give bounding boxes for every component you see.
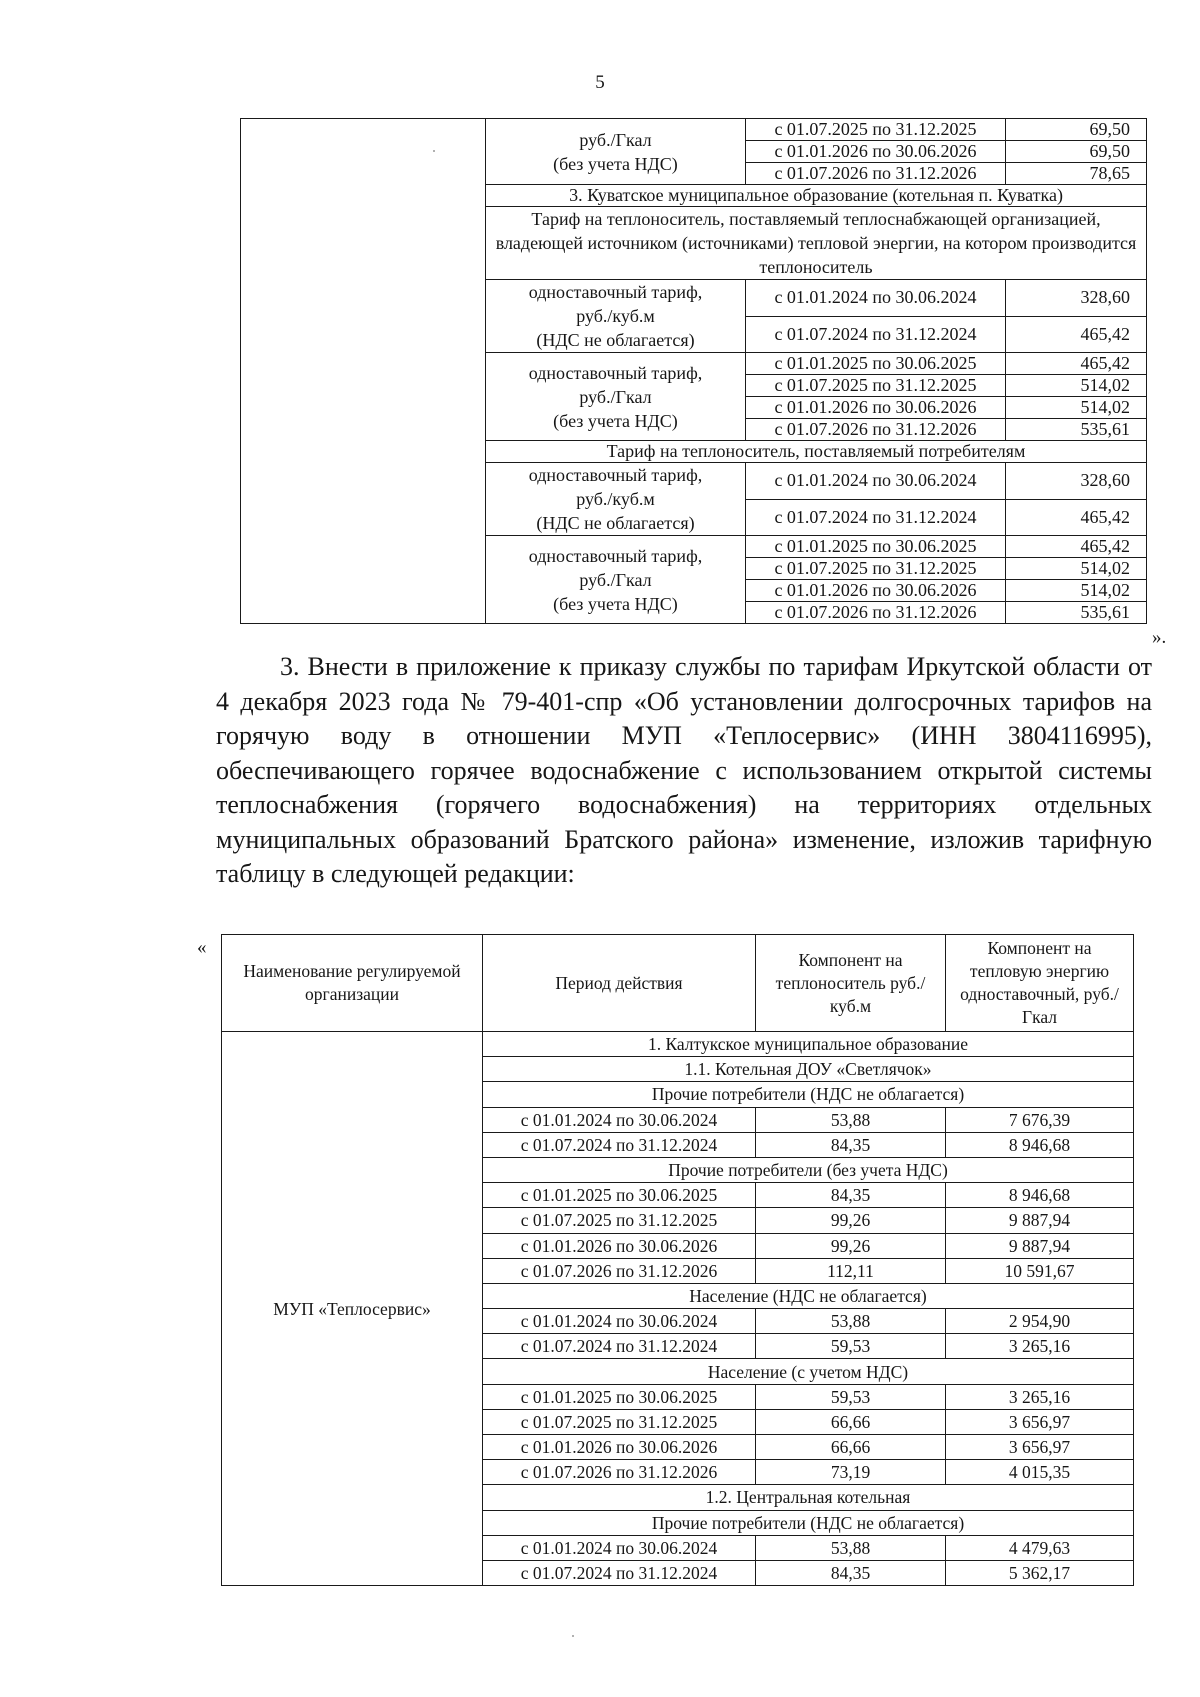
tariff-unit-cell	[486, 353, 746, 441]
carrier-component-cell: 53,88	[756, 1535, 946, 1560]
tariff-value-cell: 514,02	[1006, 397, 1147, 419]
section-heading: Население (с учетом НДС)	[483, 1359, 1134, 1384]
tariff-value-cell: 514,02	[1006, 580, 1147, 602]
period-cell: с 01.01.2024 по 30.06.2024	[483, 1107, 756, 1132]
section-heading: Прочие потребители (НДС не облагается)	[483, 1510, 1134, 1535]
unit-line: (без учета НДС)	[553, 153, 678, 174]
opening-quote: «	[197, 937, 207, 958]
tariff-value-cell: 328,60	[1006, 280, 1147, 317]
unit-line: руб./Гкал	[579, 569, 652, 590]
carrier-component-cell: 112,11	[756, 1258, 946, 1283]
tariff-value-cell: 465,42	[1006, 316, 1147, 353]
period-cell: с 01.07.2024 по 31.12.2024	[483, 1132, 756, 1157]
tariff-unit-cell	[486, 536, 746, 624]
tariff-unit-cell	[486, 280, 746, 353]
period-cell: с 01.01.2024 по 30.06.2024	[483, 1535, 756, 1560]
period-cell: с 01.07.2024 по 31.12.2024	[483, 1560, 756, 1585]
energy-component-cell: 3 265,16	[946, 1334, 1134, 1359]
section-heading: Прочие потребители (НДС не облагается)	[483, 1082, 1134, 1107]
unit-line: одноставочный тариф,	[528, 282, 703, 302]
tariff-value-cell: 535,61	[1006, 419, 1147, 441]
unit-line: (без учета НДС)	[553, 410, 678, 431]
period-cell: с 01.01.2025 по 30.06.2025	[746, 536, 1006, 558]
header-period: Период действия	[483, 935, 756, 1032]
carrier-component-cell: 59,53	[756, 1384, 946, 1409]
unit-line: одноставочный тариф,	[528, 465, 703, 485]
unit-line: (НДС не облагается)	[536, 513, 695, 533]
energy-component-cell: 4 479,63	[946, 1535, 1134, 1560]
energy-component-cell: 4 015,35	[946, 1460, 1134, 1485]
header-carrier: Компонент на теплоноситель руб./куб.м	[756, 935, 946, 1032]
section-heading: Тариф на теплоноситель, поставляемый потребителям	[486, 441, 1147, 463]
section-heading: 3. Куватское муниципальное образование (котельная п. Куватка)	[486, 185, 1147, 207]
page-number: 5	[595, 72, 605, 93]
unit-line: (без учета НДС)	[553, 593, 678, 614]
section-heading: Прочие потребители (без учета НДС)	[483, 1157, 1134, 1182]
org-cell-empty	[241, 119, 486, 624]
section-heading: Население (НДС не облагается)	[483, 1283, 1134, 1308]
tariff-value-cell: 78,65	[1006, 163, 1147, 185]
header-energy: Компонент на тепловую энергию одноставочный, руб./Гкал	[946, 935, 1134, 1032]
org-name-cell: МУП «Теплосервис»	[222, 1032, 483, 1586]
carrier-component-cell: 53,88	[756, 1107, 946, 1132]
tariff-table-continuation	[240, 118, 1147, 624]
period-cell: с 01.01.2024 по 30.06.2024	[483, 1309, 756, 1334]
period-cell: с 01.01.2025 по 30.06.2025	[483, 1384, 756, 1409]
unit-line: руб./Гкал	[579, 386, 652, 407]
carrier-component-cell: 99,26	[756, 1208, 946, 1233]
period-cell: с 01.01.2026 по 30.06.2026	[746, 580, 1006, 602]
energy-component-cell: 7 676,39	[946, 1107, 1134, 1132]
amendment-paragraph: 3. Внести в приложение к приказу службы по тарифам Иркутской области от 4 декабря 2023 года № 79-401-спр «Об установлении долгосрочных тарифов на горячую воду в отношении МУП «Теплосервис» (ИНН 3804116995), обеспечивающего горячее водоснабжение с использованием открытой системы теплоснабжения (горячего водоснабжения) на территориях отдельных муниципальных образований Братского района» изменение, изложив тарифную таблицу в следующей редакции:	[216, 652, 1152, 888]
carrier-component-cell: 84,35	[756, 1183, 946, 1208]
period-cell: с 01.01.2024 по 30.06.2024	[746, 463, 1006, 500]
tariff-unit-cell	[486, 119, 746, 185]
tariff-value-cell: 465,42	[1006, 499, 1147, 536]
table-header-row	[222, 935, 1134, 1032]
scan-speck	[433, 150, 435, 152]
period-cell: с 01.07.2026 по 31.12.2026	[483, 1258, 756, 1283]
period-cell: с 01.07.2025 по 31.12.2025	[746, 558, 1006, 580]
period-cell: с 01.07.2024 по 31.12.2024	[483, 1334, 756, 1359]
period-cell: с 01.01.2026 по 30.06.2026	[746, 397, 1006, 419]
unit-line: одноставочный тариф,	[528, 545, 703, 566]
period-cell: с 01.07.2025 по 31.12.2025	[483, 1409, 756, 1434]
table-row	[222, 1032, 1134, 1057]
hot-water-tariff-table	[221, 934, 1134, 1586]
unit-line: одноставочный тариф,	[528, 362, 703, 383]
period-cell: с 01.07.2025 по 31.12.2025	[746, 119, 1006, 141]
carrier-component-cell: 84,35	[756, 1560, 946, 1585]
tariff-value-cell: 514,02	[1006, 375, 1147, 397]
section-heading: 1. Калтукское муниципальное образование	[483, 1032, 1134, 1057]
tariff-value-cell: 465,42	[1006, 536, 1147, 558]
energy-component-cell: 3 656,97	[946, 1409, 1134, 1434]
unit-line: (НДС не облагается)	[536, 330, 695, 350]
tariff-unit-cell	[486, 463, 746, 536]
energy-component-cell: 5 362,17	[946, 1560, 1134, 1585]
scan-speck	[572, 1635, 574, 1637]
unit-line: руб./куб.м	[576, 306, 655, 326]
section-heading: 1.2. Центральная котельная	[483, 1485, 1134, 1510]
period-cell: с 01.07.2024 по 31.12.2024	[746, 316, 1006, 353]
carrier-component-cell: 66,66	[756, 1409, 946, 1434]
energy-component-cell: 8 946,68	[946, 1132, 1134, 1157]
period-cell: с 01.07.2024 по 31.12.2024	[746, 499, 1006, 536]
tariff-value-cell: 69,50	[1006, 141, 1147, 163]
table-row	[241, 119, 1147, 141]
energy-component-cell: 3 656,97	[946, 1435, 1134, 1460]
unit-line: руб./куб.м	[576, 489, 655, 509]
period-cell: с 01.01.2026 по 30.06.2026	[483, 1435, 756, 1460]
carrier-component-cell: 53,88	[756, 1309, 946, 1334]
carrier-component-cell: 99,26	[756, 1233, 946, 1258]
carrier-component-cell: 73,19	[756, 1460, 946, 1485]
carrier-component-cell: 59,53	[756, 1334, 946, 1359]
energy-component-cell: 10 591,67	[946, 1258, 1134, 1283]
period-cell: с 01.01.2024 по 30.06.2024	[746, 280, 1006, 317]
header-org: Наименование регулируемой организации	[222, 935, 483, 1032]
section-heading: Тариф на теплоноситель, поставляемый теплоснабжающей организацией, владеющей источником (источниками) тепловой энергии, на котором производится теплоноситель	[486, 207, 1147, 280]
tariff-value-cell: 535,61	[1006, 602, 1147, 624]
period-cell: с 01.01.2026 по 30.06.2026	[746, 141, 1006, 163]
tariff-value-cell: 328,60	[1006, 463, 1147, 500]
tariff-value-cell: 69,50	[1006, 119, 1147, 141]
period-cell: с 01.07.2026 по 31.12.2026	[746, 602, 1006, 624]
tariff-value-cell: 465,42	[1006, 353, 1147, 375]
unit-line: руб./Гкал	[579, 129, 652, 150]
period-cell: с 01.07.2025 по 31.12.2025	[483, 1208, 756, 1233]
tariff-value-cell: 514,02	[1006, 558, 1147, 580]
energy-component-cell: 3 265,16	[946, 1384, 1134, 1409]
period-cell: с 01.07.2026 по 31.12.2026	[746, 163, 1006, 185]
carrier-component-cell: 84,35	[756, 1132, 946, 1157]
period-cell: с 01.07.2026 по 31.12.2026	[746, 419, 1006, 441]
energy-component-cell: 8 946,68	[946, 1183, 1134, 1208]
period-cell: с 01.01.2025 по 30.06.2025	[746, 353, 1006, 375]
closing-quote: ».	[1152, 627, 1167, 648]
period-cell: с 01.07.2025 по 31.12.2025	[746, 375, 1006, 397]
energy-component-cell: 9 887,94	[946, 1208, 1134, 1233]
section-heading: 1.1. Котельная ДОУ «Светлячок»	[483, 1057, 1134, 1082]
energy-component-cell: 2 954,90	[946, 1309, 1134, 1334]
period-cell: с 01.01.2025 по 30.06.2025	[483, 1183, 756, 1208]
period-cell: с 01.07.2026 по 31.12.2026	[483, 1460, 756, 1485]
period-cell: с 01.01.2026 по 30.06.2026	[483, 1233, 756, 1258]
energy-component-cell: 9 887,94	[946, 1233, 1134, 1258]
carrier-component-cell: 66,66	[756, 1435, 946, 1460]
